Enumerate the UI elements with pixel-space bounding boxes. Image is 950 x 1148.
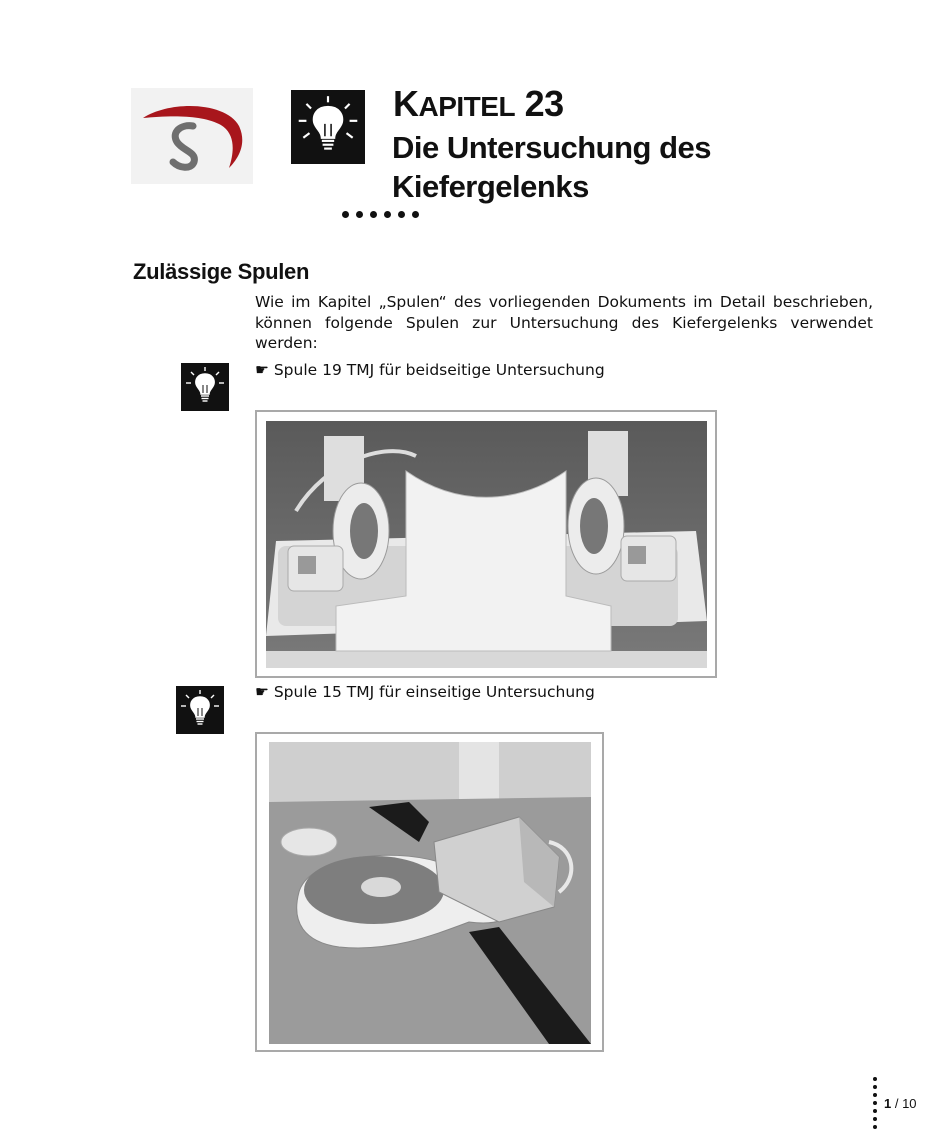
chapter-label [393, 84, 564, 127]
footer-dot-separator [873, 1077, 881, 1133]
lightbulb-icon [291, 90, 365, 164]
lightbulb-icon [181, 363, 229, 411]
section-title: Zulässige Spulen [133, 259, 310, 284]
coil-19-photo-frame [255, 410, 717, 678]
coil-bullet-item: ☛ Spule 15 TMJ für einseitige Untersuchung [255, 683, 595, 701]
page-current: 1 [884, 1096, 892, 1111]
coil-bullet-item: ☛ Spule 19 TMJ für beidseitige Untersuchung [255, 361, 605, 379]
page-total: 10 [902, 1096, 917, 1111]
title-dot-separator [342, 205, 426, 223]
coil-15-photo-frame [255, 732, 604, 1052]
chapter-title: Die Untersuchung des Kiefergelenks [392, 130, 711, 204]
chapter-label-text: KAPITEL 23 [393, 83, 564, 124]
intro-paragraph: Wie im Kapitel „Spulen“ des vorliegenden Dokuments im Detail beschrieben, können folgende Spulen zur Untersuchung des Kiefergelenks verwendet werden: [255, 293, 873, 352]
coil-19-photo [266, 421, 707, 668]
coil-15-photo [269, 742, 591, 1044]
lightbulb-icon [176, 686, 224, 734]
page-number [884, 1096, 917, 1112]
s-logo-icon [131, 88, 253, 184]
page-separator: / [891, 1096, 903, 1111]
